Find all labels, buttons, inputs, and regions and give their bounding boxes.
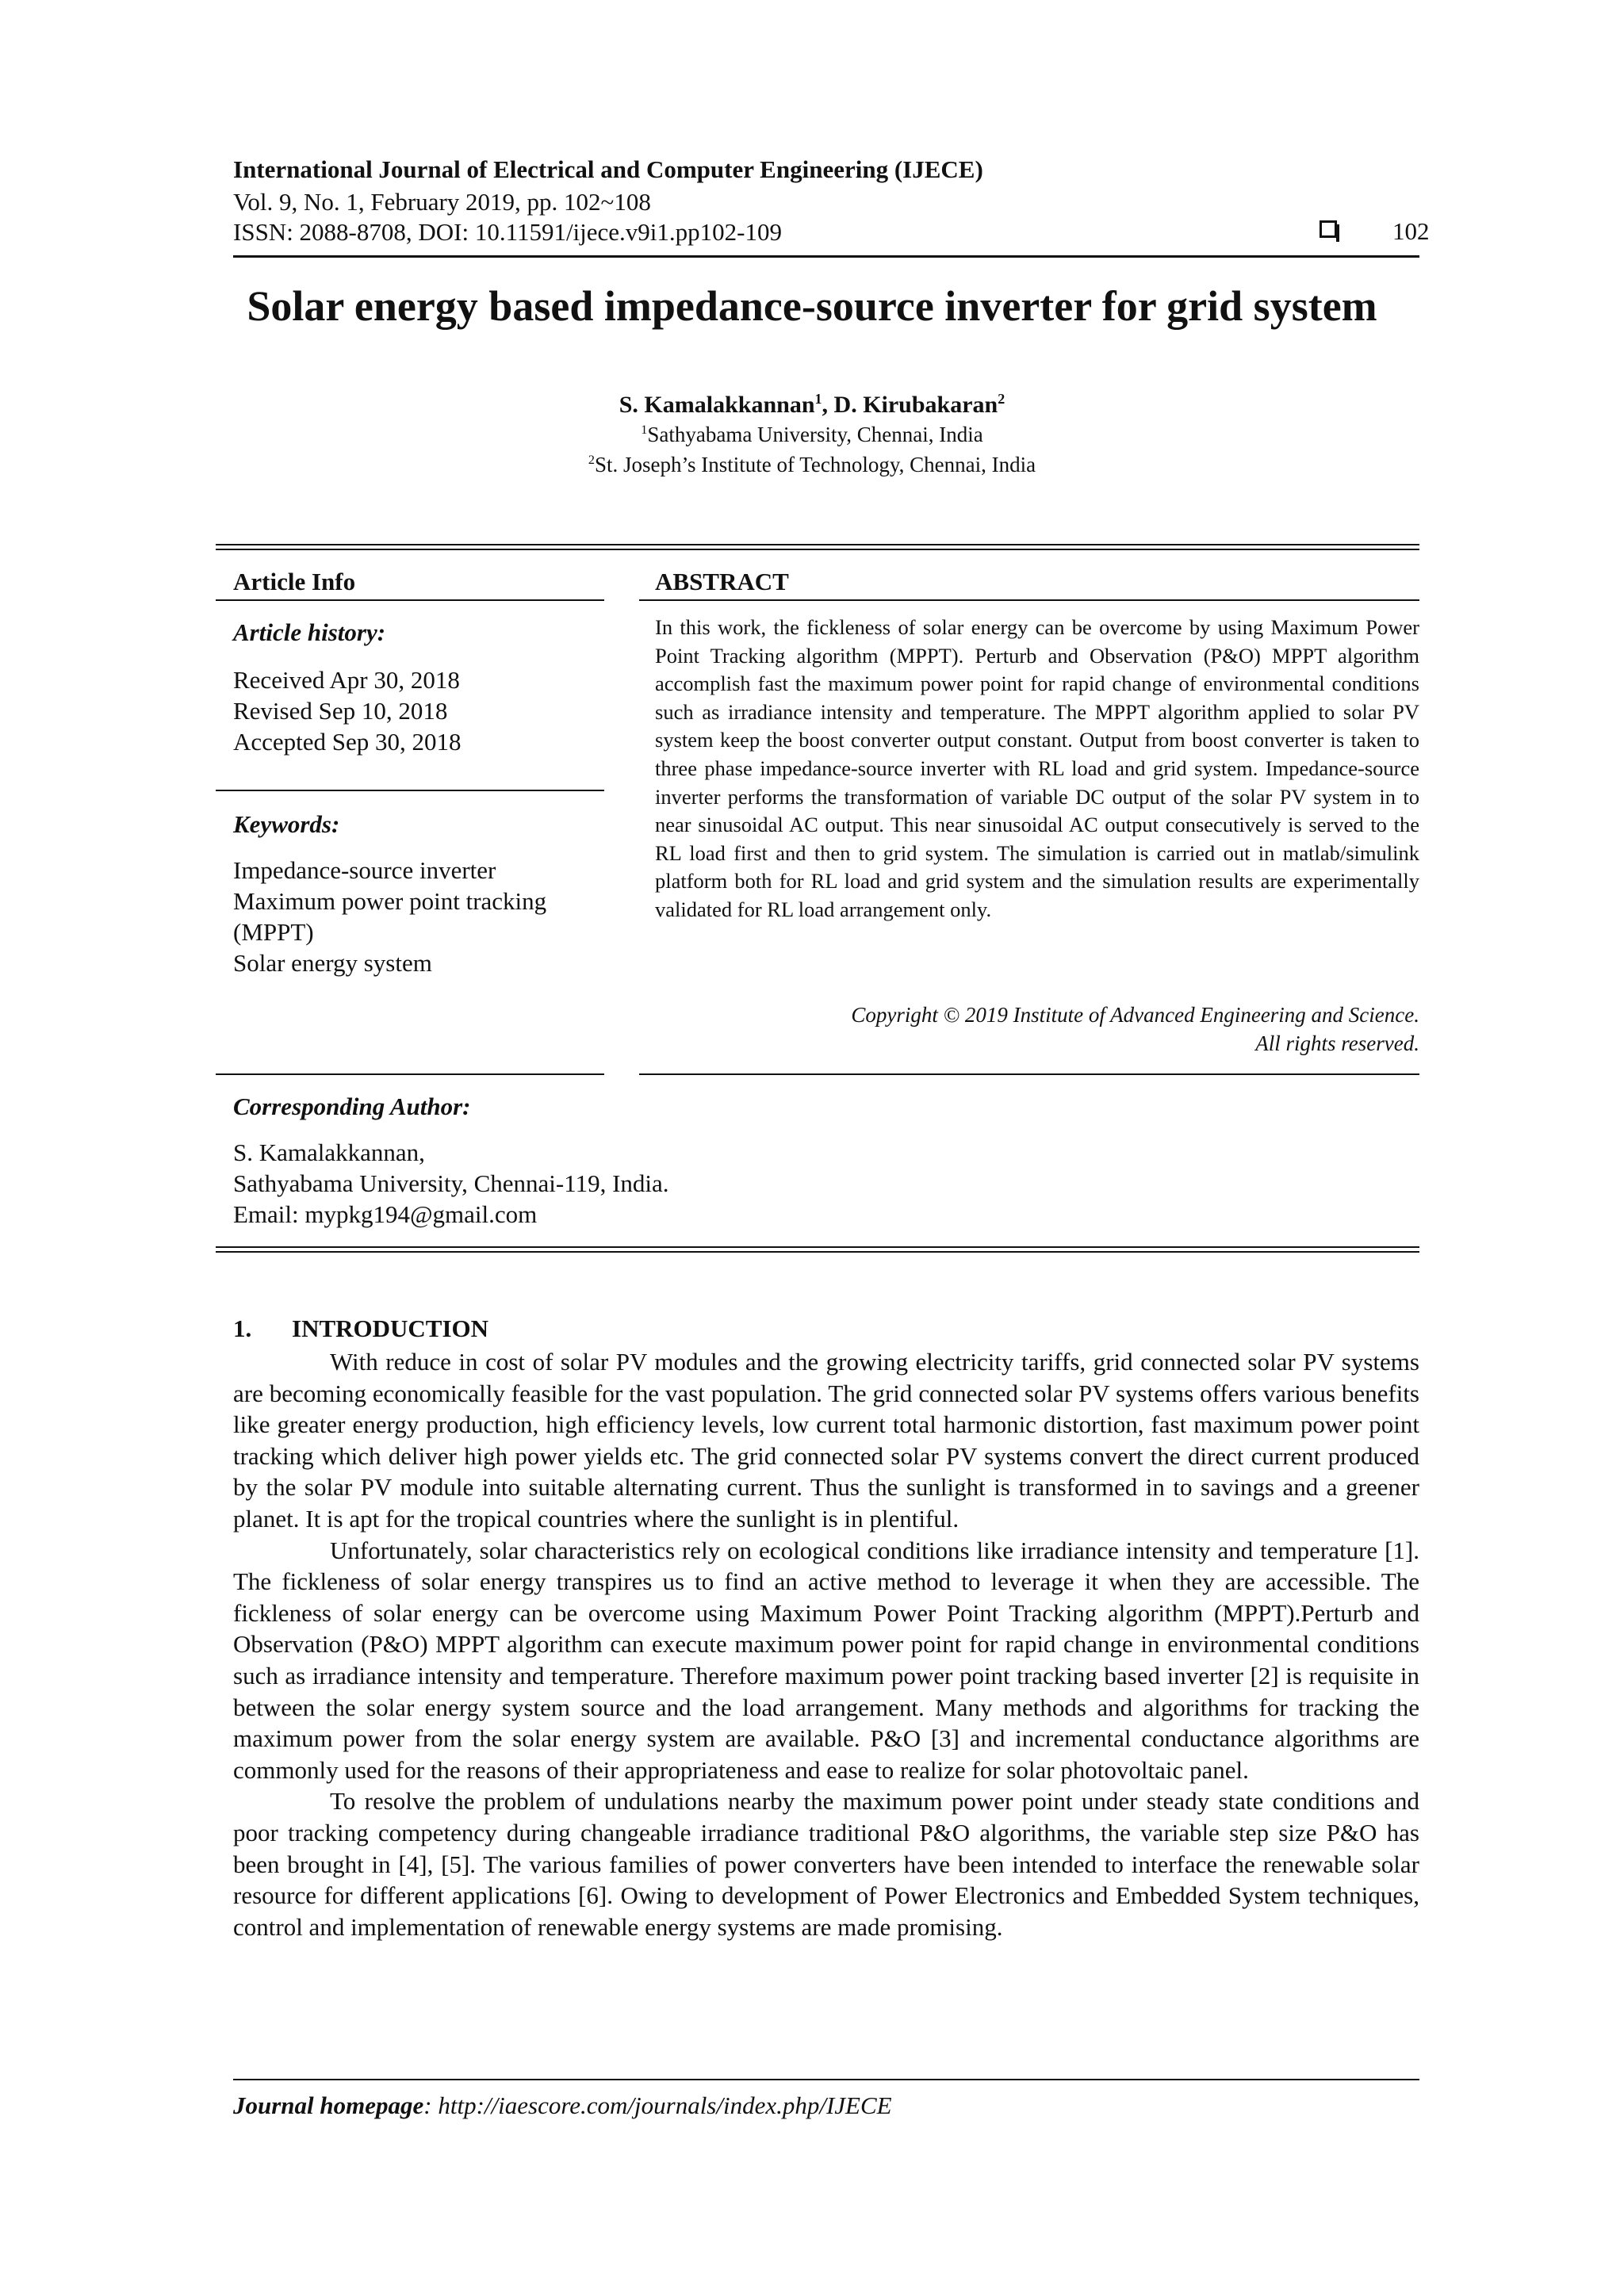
intro-paragraph-1: With reduce in cost of solar PV modules and the growing electricity tariffs, grid connected solar PV systems are becoming economically feasible for the vast population. The grid connected solar PV systems offers various benefits like greater energy production, high efficiency levels, low current total harmonic distortion, fast maximum power point tracking which deliver high power yields etc. The grid connected solar PV systems convert the direct current produced by the solar PV module into suitable alternating current. Thus the sunlight is transformed in to savings and a greener planet. It is apt for the tropical countries where the sunlight is in plentiful.: [233, 1348, 1419, 1533]
introduction-heading: [233, 1314, 488, 1343]
header-rule: [233, 255, 1419, 258]
abstract-bottom-rule: [639, 1073, 1419, 1075]
article-info-heading: Article Info: [233, 568, 356, 595]
infobox-top-rule-2: [216, 549, 1419, 550]
homepage-colon: :: [423, 2091, 439, 2119]
paper-title: Solar energy based impedance-source inverter for grid system: [247, 282, 1377, 330]
history-received: Received Apr 30, 2018: [233, 666, 460, 694]
keywords-heading: Keywords:: [233, 810, 340, 838]
author-separator: ,: [822, 392, 834, 418]
abstract-text: In this work, the fickleness of solar energy can be overcome by using Maximum Power Point Tracking algorithm (MPPT). Perturb and Observation (P&O) MPPT algorithm accomplish fast the maximum power point for rapid change of environmental conditions such as irradiance intensity and temperature. The MPPT algorithm applied to solar PV system keep the boost converter output constant. Output from boost converter is taken to three phase impedance-source inverter with RL load and grid system. Impedance-source inverter performs the transformation of variable DC output of the solar PV system in to near sinusoidal AC output. This near sinusoidal AC output consecutively is served to the RL load first and then to grid system. The simulation is carried out in matlab/simulink platform both for RL load and grid system and the simulation results are experimentally validated for RL load arrangement only.: [655, 615, 1419, 921]
journal-homepage: [233, 2091, 892, 2120]
affiliation-2-text: St. Joseph’s Institute of Technology, Chennai, India: [595, 453, 1036, 476]
corresponding-heading: Corresponding Author:: [233, 1093, 471, 1120]
affiliation-1-text: Sathyabama University, Chennai, India: [647, 423, 983, 446]
keyword-2: Maximum power point tracking: [233, 887, 547, 915]
homepage-url[interactable]: http://iaescore.com/journals/index.php/IJECE: [438, 2091, 892, 2119]
affiliation-2-sup: 2: [588, 453, 596, 467]
volume-info: Vol. 9, No. 1, February 2019, pp. 102~108: [233, 188, 651, 216]
page-number: 102: [1392, 217, 1430, 245]
keyword-4: Solar energy system: [233, 949, 432, 977]
keyword-1: Impedance-source inverter: [233, 856, 496, 884]
author-2: D. Kirubakaran: [833, 392, 998, 418]
corresponding-name: S. Kamalakkannan,: [233, 1138, 425, 1166]
author-list: [0, 392, 1624, 419]
section-number: 1.: [233, 1314, 252, 1342]
homepage-label: Journal homepage: [233, 2091, 424, 2119]
infobox-bottom-rule: [216, 1246, 1419, 1248]
history-revised: Revised Sep 10, 2018: [233, 697, 448, 725]
article-info-rule: [216, 599, 604, 601]
infobox-top-rule: [216, 544, 1419, 545]
history-rule: [216, 790, 604, 791]
intro-paragraph-3: To resolve the problem of undulations nearby the maximum power point under steady state conditions and poor tracking competency during changeable irradiance traditional P&O algorithms, the variable step size P&O has been brought in [4], [5]. The various families of power converters have been intended to interface the renewable solar resource for different applications [6]. Owing to development of Power Electronics and Embedded System techniques, control and implementation of renewable energy systems are made promising.: [233, 1787, 1419, 1941]
affiliation-2: [0, 453, 1624, 477]
history-accepted: Accepted Sep 30, 2018: [233, 728, 462, 756]
corresponding-email: Email: mypkg194@gmail.com: [233, 1200, 538, 1228]
page-box-icon: [1320, 220, 1337, 238]
article-history-heading: Article history:: [233, 618, 386, 646]
copyright-line-2: All rights reserved.: [1255, 1031, 1419, 1055]
infobox-bottom-rule-2: [216, 1251, 1419, 1253]
abstract-heading: ABSTRACT: [655, 568, 789, 595]
keyword-3: (MPPT): [233, 918, 314, 946]
corresponding-affiliation: Sathyabama University, Chennai-119, India.: [233, 1169, 669, 1197]
intro-paragraph-2: Unfortunately, solar characteristics rely on ecological conditions like irradiance intensity and temperature [1]. The fickleness of solar energy transpires us to find an active method to leverage it when they are accessible. The fickleness of solar energy can be overcome using Maximum Power Point Tracking algorithm (MPPT).Perturb and Observation (P&O) MPPT algorithm can execute maximum power point for rapid change in environmental conditions such as irradiance intensity and temperature. Therefore maximum power point tracking based inverter [2] is requisite in between the solar energy system source and the load arrangement. Many methods and algorithms for tracking the maximum power from the solar energy system are available. P&O [3] and incremental conductance algorithms are commonly used for the reasons of their appropriateness and ease to realize for solar photovoltaic panel.: [233, 1536, 1419, 1784]
author-2-sup: 2: [998, 391, 1005, 407]
journal-name: International Journal of Electrical and Computer Engineering (IJECE): [233, 155, 983, 183]
footer-rule: [233, 2079, 1419, 2080]
section-title-text: INTRODUCTION: [292, 1314, 489, 1342]
copyright-line-1: Copyright © 2019 Institute of Advanced Engineering and Science.: [851, 1003, 1419, 1027]
author-1-sup: 1: [814, 391, 822, 407]
keywords-rule: [216, 1073, 604, 1075]
abstract-rule: [639, 599, 1419, 601]
affiliation-1: [0, 423, 1624, 447]
issn-doi: ISSN: 2088-8708, DOI: 10.11591/ijece.v9i1.pp102-109: [233, 218, 782, 246]
author-1: S. Kamalakkannan: [619, 392, 815, 418]
affiliation-1-sup: 1: [641, 423, 648, 437]
introduction-body: [233, 1346, 1419, 1942]
